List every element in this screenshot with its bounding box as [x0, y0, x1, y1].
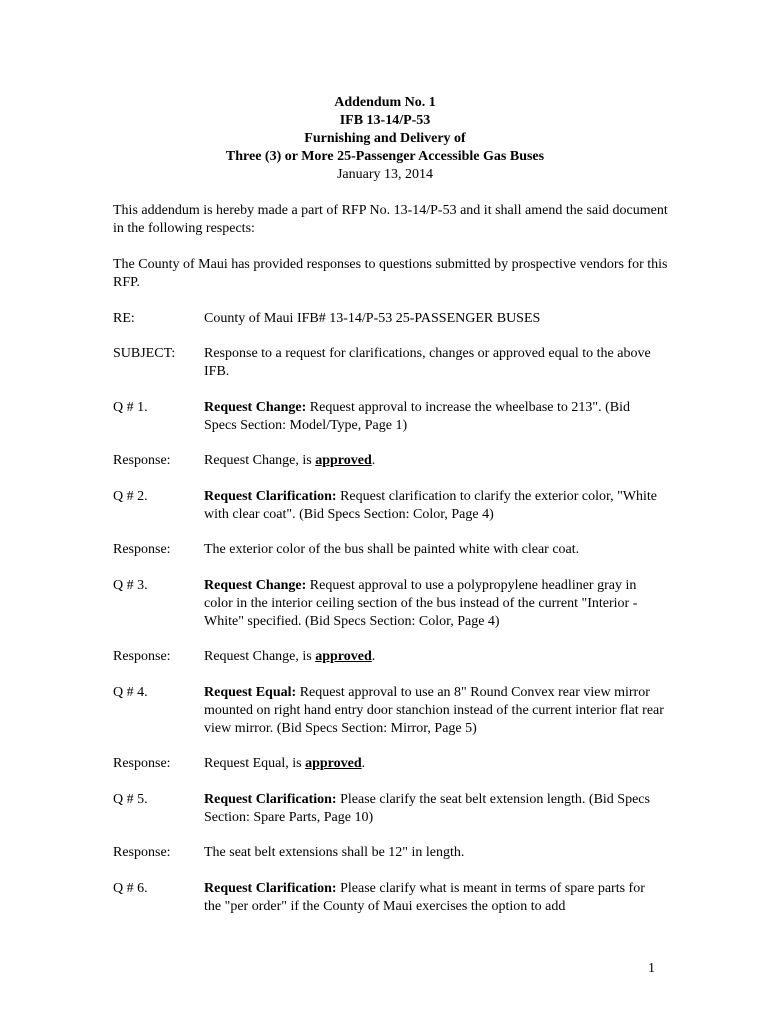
response-text — [204, 452, 664, 470]
question-lead: Request Change: — [204, 400, 307, 415]
question-lead: Request Clarification: — [204, 792, 337, 807]
question-lead: Request Clarification: — [204, 489, 337, 504]
response-label: Response: — [113, 756, 171, 771]
response-label: Response: — [113, 453, 171, 468]
response-text: The exterior color of the bus shall be painted white with clear coat. — [204, 542, 580, 557]
question-label: Q # 6. — [113, 881, 148, 896]
response-label: Response: — [113, 845, 171, 860]
ifb-number: IFB 13-14/P-53 — [339, 113, 431, 128]
question-text — [204, 577, 664, 631]
response-label: Response: — [113, 542, 171, 557]
response-pre: Request Change, is — [204, 453, 316, 468]
response-text: The seat belt extensions shall be 12" in length. — [204, 845, 465, 860]
response-post: . — [371, 453, 376, 468]
intro-paragraph-1: This addendum is hereby made a part of RFP No. 13-14/P-53 and it shall amend the said document in the following respects: — [113, 203, 668, 236]
question-body: Please clarify the seat belt extension length. (Bid Specs Section: Spare Parts, Page 10) — [204, 792, 650, 825]
response-text — [204, 755, 664, 773]
subject-text: Response to a request for clarifications, changes or approved equal to the above IFB. — [204, 346, 651, 379]
header-subtitle: Furnishing and Delivery of — [304, 131, 466, 146]
document-header — [0, 94, 770, 184]
re-label: RE: — [113, 311, 135, 326]
question-label: Q # 2. — [113, 489, 148, 504]
response-post: . — [361, 756, 366, 771]
response-post: . — [371, 649, 376, 664]
question-text — [204, 399, 664, 435]
approved-mark: approved — [315, 649, 372, 664]
question-text — [204, 684, 664, 738]
question-body: Request approval to use a polypropylene headliner gray in color in the interior ceiling section of the bus instead of the current "Interior - White" specified. (Bid Specs Section: Color, Page 4) — [204, 578, 638, 629]
approved-mark: approved — [305, 756, 362, 771]
question-lead: Request Change: — [204, 578, 307, 593]
question-body: Please clarify what is meant in terms of spare parts for the "per order" if the County of Maui exercises the option to add — [204, 881, 645, 914]
re-text: County of Maui IFB# 13-14/P-53 25-PASSENGER BUSES — [204, 311, 541, 326]
question-text — [204, 880, 664, 916]
intro-paragraph-2: The County of Maui has provided responses to questions submitted by prospective vendors for this RFP. — [113, 257, 668, 290]
question-label: Q # 5. — [113, 792, 148, 807]
question-body: Request clarification to clarify the exterior color, "White with clear coat". (Bid Specs Section: Color, Page 4) — [204, 489, 658, 522]
question-text — [204, 791, 664, 827]
response-label: Response: — [113, 649, 171, 664]
question-lead: Request Equal: — [204, 685, 297, 700]
addendum-title: Addendum No. 1 — [334, 95, 436, 110]
question-lead: Request Clarification: — [204, 881, 337, 896]
question-label: Q # 3. — [113, 578, 148, 593]
question-label: Q # 1. — [113, 400, 148, 415]
question-label: Q # 4. — [113, 685, 148, 700]
question-text — [204, 488, 664, 524]
response-text — [204, 648, 664, 666]
approved-mark: approved — [315, 453, 372, 468]
question-body: Request approval to increase the wheelbase to 213". (Bid Specs Section: Model/Type, Page 1) — [204, 400, 631, 433]
header-description: Three (3) or More 25-Passenger Accessible Gas Buses — [225, 149, 545, 164]
question-body: Request approval to use an 8" Round Convex rear view mirror mounted on right hand entry door stanchion instead of the current interior flat rear view mirror. (Bid Specs Section: Mirror, Page 5) — [204, 685, 664, 736]
response-pre: Request Change, is — [204, 649, 316, 664]
response-pre: Request Equal, is — [204, 756, 306, 771]
page-number: 1 — [648, 961, 655, 976]
subject-label: SUBJECT: — [113, 346, 176, 361]
header-date: January 13, 2014 — [336, 167, 434, 182]
